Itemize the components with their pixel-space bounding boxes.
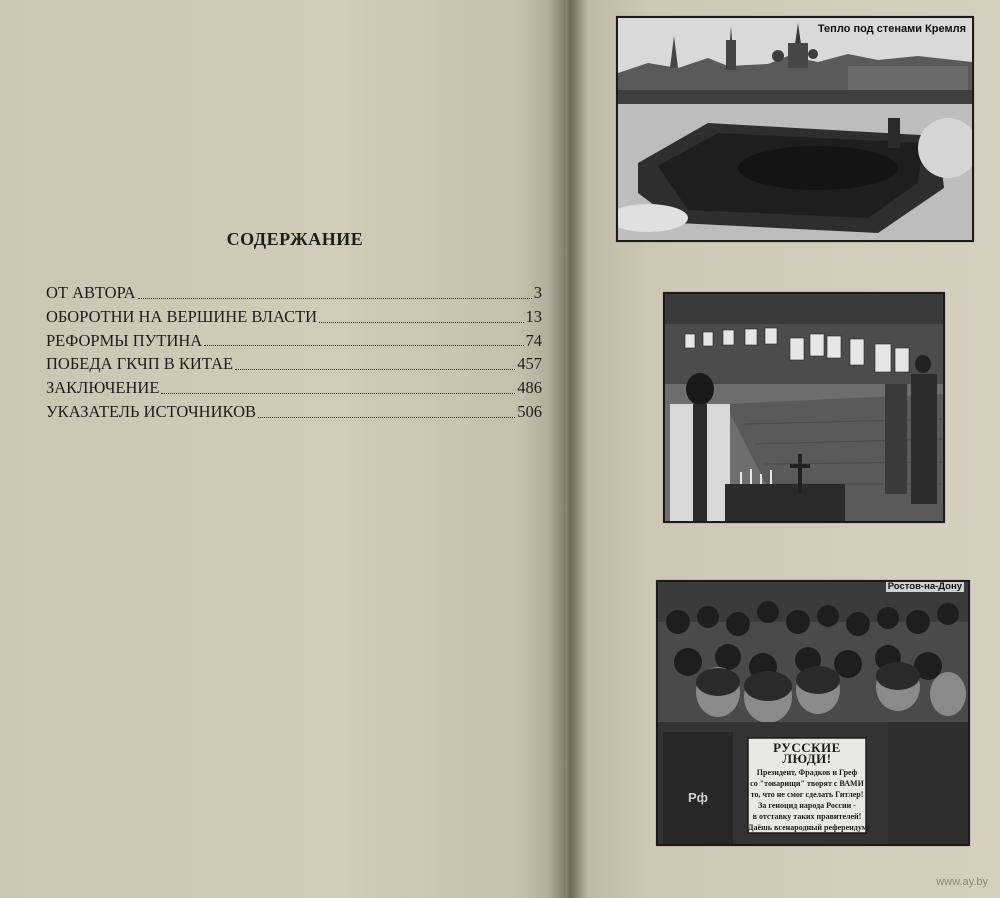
protest-sign-line: со "товарищи" творят с ВАМИ [750, 779, 864, 788]
toc-entry-label: ОБОРОТНИ НА ВЕРШИНЕ ВЛАСТИ [46, 306, 318, 326]
toc-leader-dots [258, 416, 515, 418]
toc-entry [46, 352, 542, 376]
toc-entry-page: 457 [517, 354, 542, 374]
protest-photo [656, 580, 970, 846]
toc-leader-dots [204, 344, 523, 346]
kremlin-photo-image [618, 18, 972, 240]
protest-armband-text: Рф [688, 790, 709, 805]
toc-entry [46, 305, 542, 329]
right-page [566, 0, 1000, 898]
toc-entry-label: РЕФОРМЫ ПУТИНА [46, 330, 203, 350]
toc-entry [46, 281, 542, 305]
toc-leader-dots [138, 297, 532, 299]
book-gutter [548, 0, 588, 898]
toc-title: СОДЕРЖАНИЕ [226, 229, 364, 249]
toc-entry-page: 506 [517, 401, 542, 421]
toc-leader-dots [235, 368, 515, 370]
toc-entry-label: ПОБЕДА ГКЧП В КИТАЕ [46, 354, 234, 374]
protest-sign-line: то, что не смог сделать Гитлер! [750, 790, 864, 799]
protest-sign-line: За геноцид народа России - [758, 801, 856, 810]
protest-sign-heading: РУССКИЕ ЛЮДИ! [773, 740, 841, 766]
toc-leader-dots [319, 321, 523, 323]
protest-sign-line: в отставку таких правителей! [752, 812, 862, 821]
memorial-photo [663, 292, 945, 523]
toc-entry [46, 400, 542, 424]
memorial-photo-image [665, 294, 943, 521]
toc-entry-label: ЗАКЛЮЧЕНИЕ [46, 378, 160, 398]
protest-sign-line: Даёшь всенародный референдум! [748, 823, 870, 832]
protest-sign [748, 740, 870, 833]
toc-entry-page: 74 [525, 330, 542, 350]
toc-entry-label: УКАЗАТЕЛЬ ИСТОЧНИКОВ [46, 401, 257, 421]
table-of-contents [46, 281, 542, 424]
toc-entry-page: 3 [533, 283, 542, 302]
kremlin-photo-caption: Тепло под стенами Кремля [817, 23, 966, 35]
toc-entry-page: 486 [517, 378, 542, 398]
watermark: www.ay.by [936, 876, 988, 888]
toc-entry-page: 13 [525, 306, 542, 326]
toc-entry-label: ОТ АВТОРА [46, 283, 136, 302]
toc-leader-dots [161, 392, 515, 394]
protest-photo-caption: Ростов-на-Дону [887, 581, 962, 592]
kremlin-photo [616, 16, 974, 242]
toc-entry [46, 329, 542, 353]
protest-sign-line: Президент, Фрадков и Греф [756, 768, 858, 777]
toc-entry [46, 376, 542, 400]
